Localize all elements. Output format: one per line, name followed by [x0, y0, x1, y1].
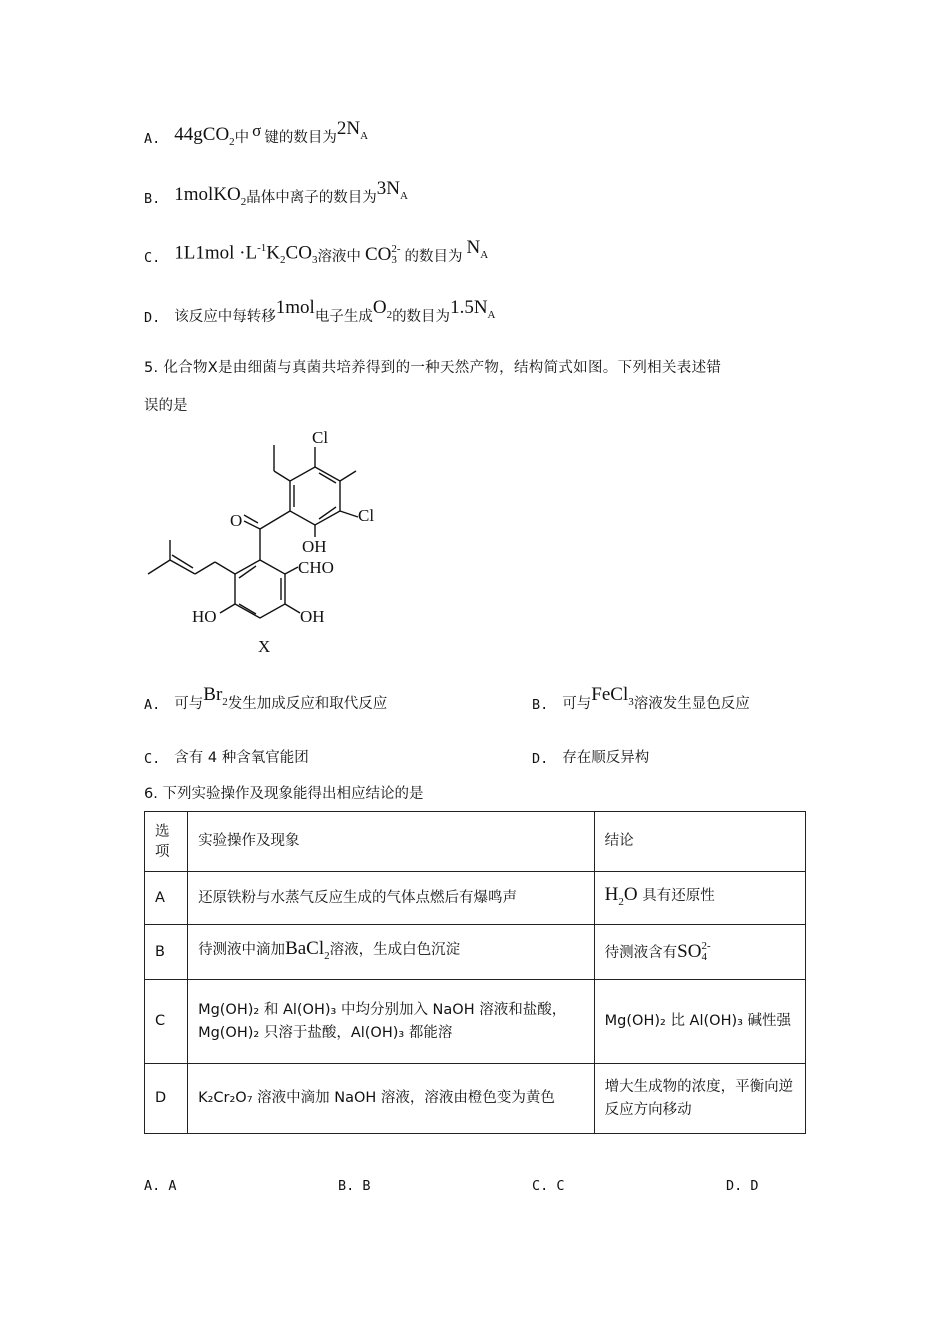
q4-option-b: B. 1molKO$_2$ 晶体中离子的数目为 $^{3N_A}$ [144, 178, 408, 208]
table-row: A 还原铁粉与水蒸气反应生成的气体点燃后有爆鸣声 $H_2O$ 具有还原性 [145, 872, 806, 925]
header-conclusion: 结论 [594, 812, 805, 872]
option-label: B. [144, 191, 161, 208]
formula: CO 2- 3 [364, 243, 401, 267]
q4-option-d: D. 该反应中每转移 $^{1mol}$ 电子生成 $^{O_2}$ 的数目为 $^{1.5N_A}$ [144, 297, 496, 327]
ho-label: HO [192, 607, 217, 626]
formula: 3NA [376, 178, 408, 202]
q4-option-a: A. 44gCO$_2$ 中 $^\sigma$ 键的数目为 $^{2N_A}$ [144, 118, 369, 148]
table-row: B 待测液中滴加BaCl$_2$溶液，生成白色沉淀 待测液含有SO 2- 4 [145, 925, 806, 980]
formula: O2 [372, 297, 393, 321]
structure-diagram [140, 425, 400, 665]
answer-option-b: B. B [338, 1178, 371, 1194]
table-row: C Mg(OH)₂ 和 Al(OH)₃ 中均分别加入 NaOH 溶液和盐酸，Mg(OH)₂ 只溶于盐酸，Al(OH)₃ 都能溶 Mg(OH)₂ 比 Al(OH)₃ 碱性强 [145, 980, 806, 1064]
formula: FeCl3 [591, 684, 634, 708]
formula: $1L1mol \cdot L^{-1}K_2CO_3$ [174, 242, 318, 267]
q5-stem-line2: 误的是 [144, 398, 188, 414]
q5-option-b: B. 可与 $^{FeCl_3}$ 溶液发生显色反应 [532, 684, 750, 714]
cl-label: Cl [358, 506, 375, 525]
option-label: A. [144, 131, 161, 148]
formula: Br2 [203, 684, 228, 708]
formula: 1molKO$_2$ [174, 183, 247, 208]
header-option: 选 项 [145, 812, 188, 872]
formula: NA [466, 237, 489, 261]
answer-option-d: D. D [726, 1178, 759, 1194]
answer-option-a: A. A [144, 1178, 177, 1194]
q5-option-d: D. 存在顺反异构 [532, 750, 650, 767]
cl-label: Cl [312, 428, 329, 447]
q5-option-c: C. 含有 4 种含氧官能团 [144, 750, 309, 767]
formula: 2NA [336, 118, 369, 142]
q6-stem: 6. 下列实验操作及现象能得出相应结论的是 [144, 786, 424, 802]
answer-option-c: C. C [532, 1178, 565, 1194]
oh-label: OH [302, 537, 327, 556]
oh-label: OH [300, 607, 325, 626]
q5-stem-line1: 5. 化合物X是由细菌与真菌共培养得到的一种天然产物，结构简式如图。下列相关表述错 [144, 360, 722, 376]
option-label: D. [144, 310, 161, 327]
formula: 1.5NA [450, 297, 496, 321]
sigma-symbol: σ [252, 120, 262, 140]
compound-name: X [258, 637, 271, 656]
table-row: D K₂Cr₂O₇ 溶液中滴加 NaOH 溶液，溶液由橙色变为黄色 增大生成物的浓度，平衡向逆反应方向移动 [145, 1064, 806, 1134]
header-operation: 实验操作及现象 [188, 812, 595, 872]
experiment-table [144, 811, 806, 1134]
q4-option-c: C. $1L1mol \cdot L^{-1}K_2CO_3$ 溶液中 CO 2- 3 的数目为 $^{N_A}$ [144, 237, 489, 267]
formula: 1mol [275, 297, 315, 318]
formula: 44gCO$_2$ [174, 123, 235, 148]
option-label: C. [144, 250, 161, 267]
cho-label: CHO [298, 558, 334, 577]
table-header-row [145, 812, 806, 872]
q5-option-a: A. 可与 $^{Br_2}$ 发生加成反应和取代反应 [144, 684, 388, 714]
oxygen-label: O [230, 511, 243, 530]
